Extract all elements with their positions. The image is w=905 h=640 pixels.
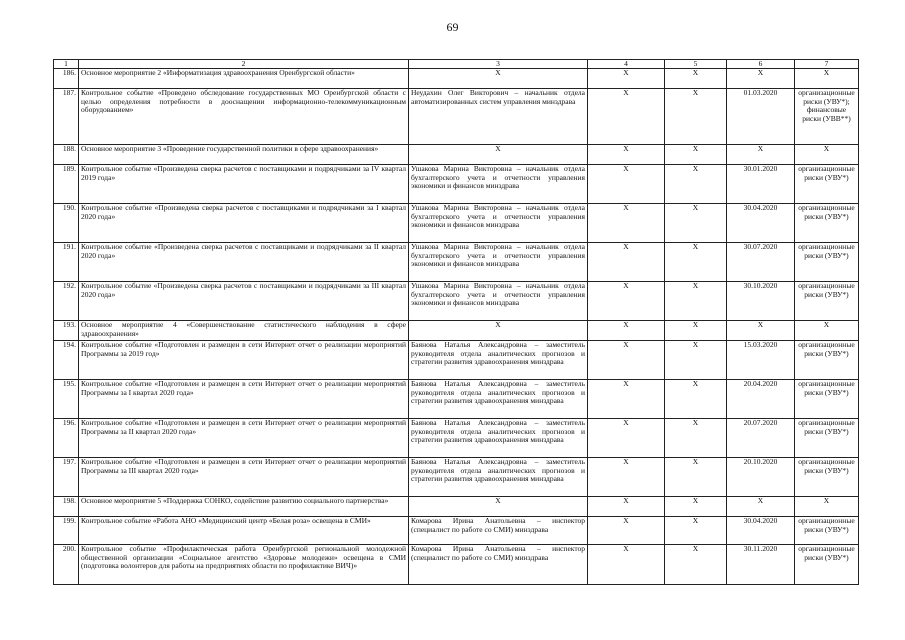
col-header: 5 bbox=[665, 60, 727, 69]
row-number: 195. bbox=[54, 380, 79, 419]
event-name: Контрольное событие «Профилактическая работа Оренбургской региональной молодежной общественной организации «Социальное агентство «Здоровье молодежи» освещена в СМИ (подготовка волонтеров для работы на предприятиях области по профилактике ВИЧ)» bbox=[79, 545, 409, 585]
cell-col5: Х bbox=[665, 165, 727, 204]
row-number: 197. bbox=[54, 458, 79, 497]
table-row bbox=[54, 145, 859, 165]
cell-col7: организационные риски (УВУ*) bbox=[795, 458, 859, 497]
cell-col6: 15.03.2020 bbox=[727, 341, 795, 380]
cell-col5: Х bbox=[665, 321, 727, 341]
cell-col4: Х bbox=[588, 517, 665, 545]
cell-col7: организационные риски (УВУ*) bbox=[795, 282, 859, 321]
cell-col7: организационные риски (УВУ*); финансовые риски (УВВ**) bbox=[795, 89, 859, 145]
cell-col6: 30.10.2020 bbox=[727, 282, 795, 321]
cell-col7: Х bbox=[795, 497, 859, 517]
cell-col5: Х bbox=[665, 145, 727, 165]
cell-col7: организационные риски (УВУ*) bbox=[795, 165, 859, 204]
table-row bbox=[54, 517, 859, 545]
cell-col4: Х bbox=[588, 165, 665, 204]
cell-col4: Х bbox=[588, 380, 665, 419]
cell-col6: 30.01.2020 bbox=[727, 165, 795, 204]
cell-col5: Х bbox=[665, 545, 727, 585]
cell-col5: Х bbox=[665, 89, 727, 145]
row-number: 191. bbox=[54, 243, 79, 282]
responsible: Комарова Ирина Анатольевна – инспектор (специалист по работе со СМИ) минздрава bbox=[409, 545, 588, 585]
responsible: Баянова Наталья Александровна – заместитель руководителя отдела аналитических прогнозов и стратегии развития здравоохранения минздрава bbox=[409, 419, 588, 458]
row-number: 189. bbox=[54, 165, 79, 204]
cell-col7: организационные риски (УВУ*) bbox=[795, 204, 859, 243]
col-header: 1 bbox=[54, 60, 79, 69]
col-header: 3 bbox=[409, 60, 588, 69]
cell-col4: Х bbox=[588, 282, 665, 321]
cell-col5: Х bbox=[665, 282, 727, 321]
cell-col5: Х bbox=[665, 69, 727, 89]
cell-col5: Х bbox=[665, 517, 727, 545]
cell-col6: Х bbox=[727, 69, 795, 89]
cell-col6: 01.03.2020 bbox=[727, 89, 795, 145]
col-header: 4 bbox=[588, 60, 665, 69]
table-row bbox=[54, 243, 859, 282]
responsible: Комарова Ирина Анатольевна – инспектор (специалист по работе со СМИ) минздрава bbox=[409, 517, 588, 545]
cell-col6: 30.04.2020 bbox=[727, 517, 795, 545]
table-row bbox=[54, 321, 859, 341]
event-name: Контрольное событие «Подготовлен и размещен в сети Интернет отчет о реализации мероприятий Программы за II квартал 2020 года» bbox=[79, 419, 409, 458]
cell-col4: Х bbox=[588, 145, 665, 165]
cell-col4: Х bbox=[588, 341, 665, 380]
cell-col5: Х bbox=[665, 204, 727, 243]
cell-col5: Х bbox=[665, 497, 727, 517]
cell-col6: 20.04.2020 bbox=[727, 380, 795, 419]
table-row bbox=[54, 458, 859, 497]
cell-col6: 30.07.2020 bbox=[727, 243, 795, 282]
row-number: 190. bbox=[54, 204, 79, 243]
responsible: Неудахин Олег Викторович – начальник отдела автоматизированных систем управления минздрава bbox=[409, 89, 588, 145]
table-row bbox=[54, 497, 859, 517]
responsible: Х bbox=[409, 321, 588, 341]
row-number: 194. bbox=[54, 341, 79, 380]
table-row bbox=[54, 89, 859, 145]
table-row bbox=[54, 204, 859, 243]
cell-col7: Х bbox=[795, 321, 859, 341]
responsible: Баянова Наталья Александровна – заместитель руководителя отдела аналитических прогнозов и стратегии развития здравоохранения минздрава bbox=[409, 380, 588, 419]
page-number: 69 bbox=[446, 20, 459, 34]
table-row bbox=[54, 165, 859, 204]
event-name: Контрольное событие «Произведена сверка расчетов с поставщиками и подрядчиками за III квартал 2020 года» bbox=[79, 282, 409, 321]
row-number: 196. bbox=[54, 419, 79, 458]
cell-col4: Х bbox=[588, 458, 665, 497]
cell-col7: организационные риски (УВУ*) bbox=[795, 341, 859, 380]
cell-col6: 30.04.2020 bbox=[727, 204, 795, 243]
table-row bbox=[54, 419, 859, 458]
plan-table bbox=[53, 59, 859, 585]
row-number: 198. bbox=[54, 497, 79, 517]
row-number: 187. bbox=[54, 89, 79, 145]
event-name: Контрольное событие «Работа АНО «Медицинский центр «Белая роза» освещена в СМИ» bbox=[79, 517, 409, 545]
event-name: Контрольное событие «Подготовлен и размещен в сети Интернет отчет о реализации мероприятий Программы за 2019 год» bbox=[79, 341, 409, 380]
cell-col6: Х bbox=[727, 497, 795, 517]
responsible: Х bbox=[409, 497, 588, 517]
event-name: Основное мероприятие 2 «Информатизация здравоохранения Оренбургской области» bbox=[79, 69, 409, 89]
cell-col4: Х bbox=[588, 89, 665, 145]
event-name: Контрольное событие «Произведена сверка расчетов с поставщиками и подрядчиками за I квартал 2020 года» bbox=[79, 204, 409, 243]
col-header: 7 bbox=[795, 60, 859, 69]
cell-col5: Х bbox=[665, 243, 727, 282]
cell-col6: 30.11.2020 bbox=[727, 545, 795, 585]
event-name: Основное мероприятие 5 «Поддержка СОНКО, содействие развитию социального партнерства» bbox=[79, 497, 409, 517]
cell-col4: Х bbox=[588, 204, 665, 243]
cell-col7: Х bbox=[795, 145, 859, 165]
col-header: 6 bbox=[727, 60, 795, 69]
cell-col5: Х bbox=[665, 341, 727, 380]
table-row bbox=[54, 69, 859, 89]
cell-col6: 20.07.2020 bbox=[727, 419, 795, 458]
responsible: Ушакова Марина Викторовна – начальник отдела бухгалтерского учета и отчетности управления экономики и финансов минздрава bbox=[409, 165, 588, 204]
row-number: 192. bbox=[54, 282, 79, 321]
table-row bbox=[54, 380, 859, 419]
responsible: Ушакова Марина Викторовна – начальник отдела бухгалтерского учета и отчетности управления экономики и финансов минздрава bbox=[409, 204, 588, 243]
responsible: Баянова Наталья Александровна – заместитель руководителя отдела аналитических прогнозов и стратегии развития здравоохранения минздрава bbox=[409, 341, 588, 380]
cell-col7: Х bbox=[795, 69, 859, 89]
cell-col6: 20.10.2020 bbox=[727, 458, 795, 497]
cell-col4: Х bbox=[588, 321, 665, 341]
cell-col4: Х bbox=[588, 69, 665, 89]
event-name: Контрольное событие «Произведена сверка расчетов с поставщиками и подрядчиками за II квартал 2020 года» bbox=[79, 243, 409, 282]
cell-col7: организационные риски (УВУ*) bbox=[795, 517, 859, 545]
event-name: Основное мероприятие 3 «Проведение государственной политики в сфере здравоохранения» bbox=[79, 145, 409, 165]
cell-col7: организационные риски (УВУ*) bbox=[795, 545, 859, 585]
row-number: 193. bbox=[54, 321, 79, 341]
responsible: Х bbox=[409, 145, 588, 165]
cell-col4: Х bbox=[588, 497, 665, 517]
cell-col5: Х bbox=[665, 458, 727, 497]
event-name: Контрольное событие «Произведена сверка расчетов с поставщиками и подрядчиками за IV квартал 2019 года» bbox=[79, 165, 409, 204]
col-header: 2 bbox=[79, 60, 409, 69]
row-number: 200. bbox=[54, 545, 79, 585]
cell-col4: Х bbox=[588, 545, 665, 585]
event-name: Контрольное событие «Проведено обследование государственных МО Оренбургской области с целью определения потребности в дооснащении информационно-телекоммуникационным оборудованием» bbox=[79, 89, 409, 145]
event-name: Контрольное событие «Подготовлен и размещен в сети Интернет отчет о реализации мероприятий Программы за III квартал 2020 года» bbox=[79, 458, 409, 497]
cell-col7: организационные риски (УВУ*) bbox=[795, 419, 859, 458]
row-number: 199. bbox=[54, 517, 79, 545]
cell-col6: Х bbox=[727, 145, 795, 165]
table-row bbox=[54, 341, 859, 380]
cell-col5: Х bbox=[665, 380, 727, 419]
cell-col5: Х bbox=[665, 419, 727, 458]
cell-col4: Х bbox=[588, 419, 665, 458]
cell-col7: организационные риски (УВУ*) bbox=[795, 243, 859, 282]
cell-col7: организационные риски (УВУ*) bbox=[795, 380, 859, 419]
row-number: 188. bbox=[54, 145, 79, 165]
row-number: 186. bbox=[54, 69, 79, 89]
event-name: Основное мероприятие 4 «Совершенствование статистического наблюдения в сфере здравоохранения» bbox=[79, 321, 409, 341]
table-row bbox=[54, 282, 859, 321]
responsible: Х bbox=[409, 69, 588, 89]
table-row bbox=[54, 545, 859, 585]
cell-col4: Х bbox=[588, 243, 665, 282]
cell-col6: Х bbox=[727, 321, 795, 341]
responsible: Баянова Наталья Александровна – заместитель руководителя отдела аналитических прогнозов и стратегии развития здравоохранения минздрава bbox=[409, 458, 588, 497]
responsible: Ушакова Марина Викторовна – начальник отдела бухгалтерского учета и отчетности управления экономики и финансов минздрава bbox=[409, 282, 588, 321]
responsible: Ушакова Марина Викторовна – начальник отдела бухгалтерского учета и отчетности управления экономики и финансов минздрава bbox=[409, 243, 588, 282]
event-name: Контрольное событие «Подготовлен и размещен в сети Интернет отчет о реализации мероприятий Программы за I квартал 2020 года» bbox=[79, 380, 409, 419]
